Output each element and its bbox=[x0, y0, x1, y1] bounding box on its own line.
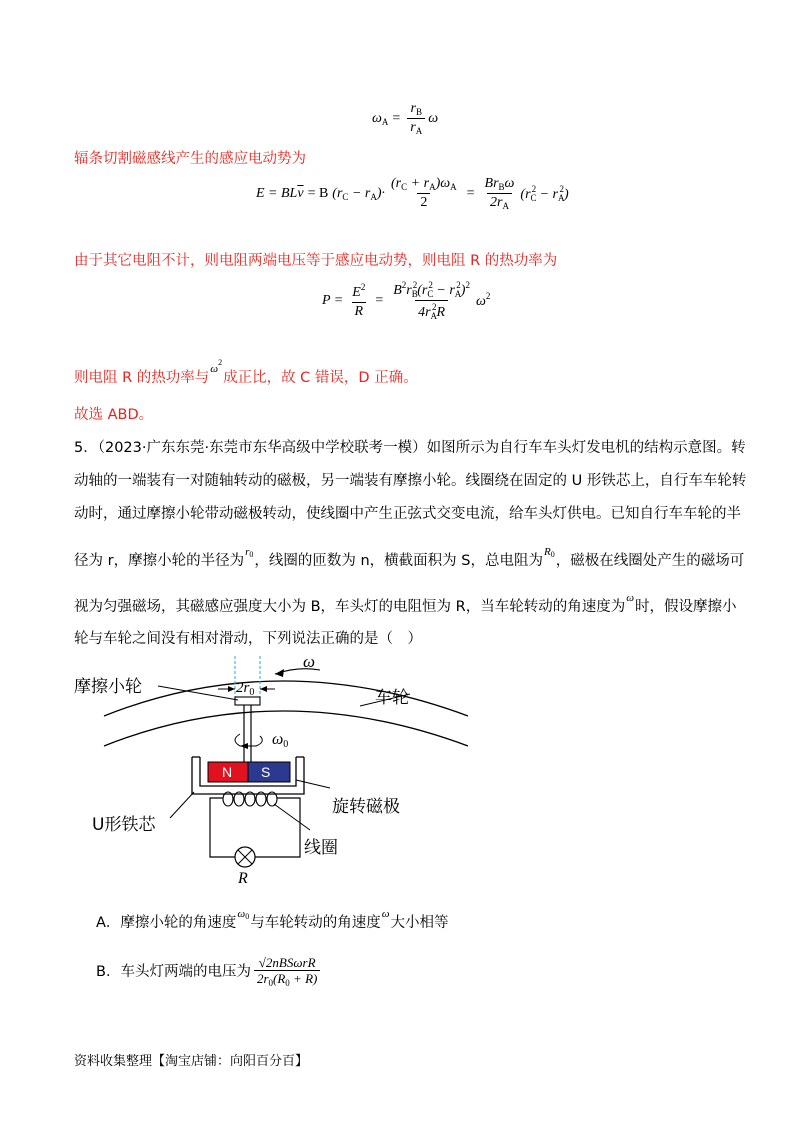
label-resistor: R bbox=[238, 870, 248, 887]
line-proportional: 则电阻 R 的热功率与$^{\omega^2}$成正比，故 C 错误，D 正确。 bbox=[74, 358, 418, 386]
q5-line-1: 5．（2023·广东东莞·东莞市东华高级中学校联考一模）如图所示为自行车车头灯发电机的结构示意图。转 bbox=[74, 440, 746, 456]
magnet-n-label: N bbox=[222, 764, 233, 780]
label-omega: ω bbox=[303, 652, 316, 671]
option-a[interactable]: A．摩擦小轮的角速度$^{\omega 0}$与车轮转动的角速度$^\omega$大小相等 bbox=[96, 908, 449, 931]
label-magnet: 旋转磁极 bbox=[332, 797, 400, 817]
label-u-core: U形铁芯 bbox=[92, 815, 156, 835]
friction-wheel bbox=[235, 697, 260, 705]
footer-note: 资料收集整理【淘宝店铺：向阳百分百】 bbox=[74, 1054, 309, 1069]
q5-line-5: 视为匀强磁场，其磁感应强度大小为 B，车头灯的电阻恒为 R，当车轮转动的角速度为$^\omega$时，假设摩擦小 bbox=[74, 592, 737, 615]
label-friction-wheel: 摩擦小轮 bbox=[74, 677, 142, 697]
option-b[interactable]: B．车头灯两端的电压为 $\frac{\text{√2nBSωrR}}{2r_0(R_0 + R)}$ bbox=[96, 956, 323, 988]
magnet-s-label: S bbox=[261, 764, 271, 780]
q5-line-2: 动轴的一端装有一对随轴转动的磁极，另一端装有摩擦小轮。线圈绕在固定的 U 形铁芯上，自行车车轮转 bbox=[74, 473, 747, 489]
label-2r0: $2r_0$ bbox=[236, 680, 255, 698]
equation-omega-a: $\omega_A$ = $\frac{r_B}{r_A}$ ω bbox=[372, 101, 439, 136]
line-emf-intro: 辐条切割磁感线产生的感应电动势为 bbox=[74, 151, 306, 167]
label-tire: 车轮 bbox=[375, 688, 409, 708]
line-answer: 故选 ABD。 bbox=[74, 407, 154, 423]
q5-line-6: 轮与车轮之间没有相对滑动，下列说法正确的是（ ） bbox=[74, 631, 422, 647]
equation-power: P = $\frac{E^2}{R}$ = $\frac{B^2r_B^2(r_C^2 - r_A^2)^2}{4r_A^2R}$ $\omega^2$ bbox=[322, 280, 491, 321]
label-coil: 线圈 bbox=[304, 838, 338, 858]
line-power-intro: 由于其它电阻不计，则电阻两端电压等于感应电动势，则电阻 R 的热功率为 bbox=[74, 253, 558, 269]
q5-line-3: 动时，通过摩擦小轮带动磁极转动，使线圈中产生正弦式交变电流，给车头灯供电。已知自行车车轮的半 bbox=[74, 506, 741, 522]
q5-line-4: 径为 r，摩擦小轮的半径为$^{r0}$，线圈的匝数为 n，横截面积为 S，总电阻为$^{R0}$，磁极在线圈处产生的磁场可 bbox=[74, 546, 745, 569]
equation-emf: E = BL $\overline{v}$ = B $(r_C - r_A)\cdot$ $\frac{(r_C + r_A)\omega_A}{2}$ = $\frac{Br_B\omega}{2r_A}$ $(r_C^2 - r_A^2)$ bbox=[256, 176, 569, 211]
label-omega0: ω0 bbox=[272, 731, 289, 750]
circuit-wire bbox=[210, 798, 235, 857]
